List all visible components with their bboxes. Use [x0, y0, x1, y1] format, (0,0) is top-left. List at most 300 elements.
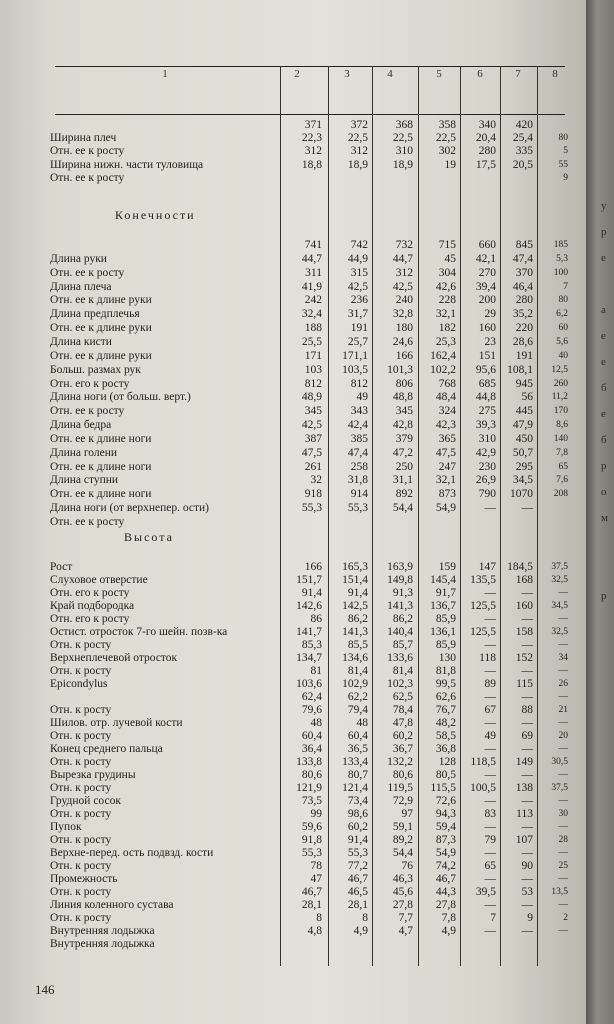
cell-value: 47,5 — [301, 446, 322, 459]
row-label: Длина предплечья — [50, 308, 140, 321]
cell-value: — — [484, 717, 496, 729]
cell-value: 261 — [304, 460, 322, 473]
table-row — [0, 404, 586, 418]
cell-value: 5 — [563, 146, 568, 157]
cell-value: 113 — [516, 808, 533, 820]
cell-value: 170 — [553, 406, 568, 417]
cell-value: 79 — [484, 834, 496, 846]
cell-value: 445 — [515, 405, 533, 418]
edge-letter: а — [601, 304, 606, 316]
cell-value: — — [521, 821, 533, 833]
table-row — [0, 118, 586, 132]
cell-value: — — [558, 822, 568, 832]
cell-value: 135,5 — [470, 574, 496, 586]
cell-value: 72,6 — [435, 795, 456, 807]
cell-value: 26 — [558, 679, 568, 689]
edge-letter: р — [601, 460, 607, 472]
cell-value: 24,6 — [392, 335, 413, 348]
cell-value: — — [558, 692, 568, 702]
cell-value: 89,2 — [392, 834, 413, 846]
table-row — [0, 638, 586, 652]
cell-value: 81,4 — [392, 665, 413, 677]
cell-value: 200 — [478, 294, 496, 307]
cell-value: 47,9 — [512, 419, 533, 432]
cell-value: 310 — [478, 432, 496, 445]
cell-value: 40 — [558, 350, 568, 361]
cell-value: 450 — [515, 432, 533, 445]
cell-value: 44,7 — [392, 252, 413, 265]
cell-value: — — [558, 848, 568, 858]
row-label: Отн. к росту — [50, 665, 112, 677]
cell-value: 191 — [515, 349, 533, 362]
cell-value: 158 — [515, 626, 533, 638]
cell-value: 371 — [304, 119, 322, 131]
cell-value: 660 — [478, 239, 496, 251]
cell-value: 9 — [563, 172, 568, 183]
cell-value: 91,7 — [435, 587, 456, 599]
cell-value: 162,4 — [430, 349, 456, 362]
cell-value: 236 — [350, 294, 368, 307]
cell-value: 42,8 — [392, 419, 413, 432]
cell-value: — — [521, 925, 533, 937]
table-row — [0, 335, 586, 349]
cell-value: 8 — [316, 912, 322, 924]
facing-page-edge — [586, 0, 614, 1024]
cell-value: 83 — [484, 808, 496, 820]
cell-value: 6,2 — [556, 309, 568, 320]
cell-value: 55,3 — [347, 847, 368, 859]
cell-value: 42,3 — [435, 419, 456, 432]
table-row — [0, 307, 586, 321]
table-row — [0, 859, 586, 873]
cell-value: 149,8 — [387, 574, 413, 586]
cell-value: 42,6 — [435, 280, 456, 293]
cell-value: 36,8 — [435, 743, 456, 755]
cell-value: 32,1 — [435, 308, 456, 321]
edge-letter: е — [601, 252, 606, 264]
row-label: Рост — [50, 561, 73, 573]
cell-value: 311 — [305, 266, 322, 279]
cell-value: 22,3 — [301, 132, 322, 145]
row-label: Отн. ее к росту — [50, 145, 125, 158]
cell-value: 133,8 — [296, 756, 322, 768]
row-label: Длина кисти — [50, 335, 112, 348]
cell-value: 81 — [310, 665, 322, 677]
cell-value: 79,6 — [301, 704, 322, 716]
cell-value: 77,2 — [347, 860, 368, 872]
table-row — [0, 625, 586, 639]
cell-value: 90 — [521, 860, 533, 872]
cell-value: — — [521, 795, 533, 807]
row-label: Отн. ее к длине руки — [50, 349, 152, 362]
cell-value: 78 — [310, 860, 322, 872]
cell-value: 20 — [558, 731, 568, 741]
cell-value: 302 — [438, 145, 456, 158]
table-row — [0, 460, 586, 474]
row-label: Отн. ее к росту — [50, 516, 125, 528]
table-row — [0, 586, 586, 600]
cell-value: 37,5 — [551, 783, 568, 793]
cell-value: — — [558, 718, 568, 728]
table-row — [0, 238, 586, 252]
cell-value: 102,2 — [430, 363, 456, 376]
cell-value: 26,9 — [475, 474, 496, 487]
cell-value: 118,5 — [470, 756, 496, 768]
row-label: Промежность — [50, 873, 118, 885]
cell-value: 44,3 — [435, 886, 456, 898]
table-row — [0, 280, 586, 294]
cell-value: 184,5 — [507, 561, 533, 573]
table-row — [0, 349, 586, 363]
column-header-6: 6 — [477, 68, 483, 80]
row-label: Отн. его к росту — [50, 377, 130, 390]
cell-value: 47,4 — [512, 252, 533, 265]
cell-value: 46,7 — [347, 873, 368, 885]
cell-value: 60,4 — [347, 730, 368, 742]
cell-value: — — [558, 900, 568, 910]
row-label: Отн. к росту — [50, 704, 112, 716]
cell-value: — — [521, 847, 533, 859]
cell-value: 18,9 — [392, 158, 413, 171]
table-row — [0, 293, 586, 307]
cell-value: 160 — [478, 322, 496, 335]
cell-value: — — [521, 502, 533, 515]
column-header-1: 1 — [162, 68, 168, 80]
cell-value: 685 — [478, 377, 496, 390]
table-row — [0, 937, 586, 951]
table-row — [0, 266, 586, 280]
table-row — [0, 599, 586, 613]
cell-value: 99 — [310, 808, 322, 820]
cell-value: — — [558, 666, 568, 676]
cell-value: 945 — [515, 377, 533, 390]
table-row — [0, 418, 586, 432]
cell-value: 163,9 — [387, 561, 413, 573]
cell-value: 806 — [395, 377, 413, 390]
column-header-5: 5 — [436, 68, 442, 80]
cell-value: 188 — [304, 322, 322, 335]
cell-value: 65 — [484, 860, 496, 872]
cell-value: 420 — [515, 119, 533, 131]
cell-value: 228 — [438, 294, 456, 307]
cell-value: 345 — [395, 405, 413, 418]
cell-value: 86,2 — [347, 613, 368, 625]
cell-value: 812 — [350, 377, 368, 390]
cell-value: — — [484, 639, 496, 651]
row-label: Отн. к росту — [50, 808, 112, 820]
cell-value: 115 — [516, 678, 533, 690]
cell-value: 85,3 — [301, 639, 322, 651]
table-row — [0, 755, 586, 769]
cell-value: 258 — [350, 460, 368, 473]
row-label: Отн. к росту — [50, 912, 112, 924]
cell-value: 141,7 — [296, 626, 322, 638]
cell-value: 4,8 — [307, 925, 322, 937]
cell-value: 60 — [558, 323, 568, 334]
cell-value: 159 — [438, 561, 456, 573]
row-label: Epicondylus — [50, 678, 108, 690]
cell-value: 2 — [563, 913, 568, 923]
cell-value: 370 — [515, 266, 533, 279]
cell-value: 28 — [558, 835, 568, 845]
cell-value: 118 — [479, 652, 496, 664]
cell-value: 47,4 — [347, 446, 368, 459]
cell-value: 151,7 — [296, 574, 322, 586]
cell-value: 89 — [484, 678, 496, 690]
cell-value: 9 — [527, 912, 533, 924]
cell-value: 47,5 — [435, 446, 456, 459]
cell-value: 845 — [515, 239, 533, 251]
cell-value: 30,5 — [551, 757, 568, 767]
cell-value: 45 — [444, 252, 456, 265]
cell-value: — — [558, 770, 568, 780]
cell-value: 73,5 — [301, 795, 322, 807]
cell-value: 18,8 — [301, 158, 322, 171]
cell-value: 335 — [515, 145, 533, 158]
cell-value: 185 — [553, 240, 568, 250]
cell-value: 191 — [350, 322, 368, 335]
cell-value: 48,8 — [392, 391, 413, 404]
header-top-rule — [55, 66, 565, 67]
row-label: Длина бедра — [50, 419, 112, 432]
cell-value: 46,7 — [435, 873, 456, 885]
cell-value: 58,5 — [435, 730, 456, 742]
cell-value: 79,4 — [347, 704, 368, 716]
cell-value: 60,2 — [347, 821, 368, 833]
row-label: Внутренняя лодыжка — [50, 925, 155, 937]
cell-value: — — [558, 640, 568, 650]
row-label: Длина голени — [50, 446, 118, 459]
cell-value: 32 — [310, 474, 322, 487]
page-number: 146 — [35, 982, 55, 997]
cell-value: 32,5 — [551, 575, 568, 585]
cell-value: 358 — [438, 119, 456, 131]
cell-value: 29 — [484, 308, 496, 321]
cell-value: 76 — [401, 860, 413, 872]
table-row — [0, 171, 586, 185]
cell-value: 35,2 — [512, 308, 533, 321]
cell-value: — — [521, 691, 533, 703]
cell-value: 91,4 — [301, 587, 322, 599]
cell-value: 368 — [395, 119, 413, 131]
cell-value: 230 — [478, 460, 496, 473]
row-label: Отн. к росту — [50, 639, 112, 651]
cell-value: 86 — [310, 613, 322, 625]
cell-value: 54,4 — [392, 847, 413, 859]
cell-value: 742 — [350, 239, 368, 251]
cell-value: 44,7 — [301, 252, 322, 265]
cell-value: 32,8 — [392, 308, 413, 321]
cell-value: 42,5 — [347, 280, 368, 293]
cell-value: 240 — [395, 294, 413, 307]
table-row — [0, 390, 586, 404]
cell-value: 55 — [558, 159, 568, 170]
cell-value: 48,9 — [301, 391, 322, 404]
cell-value: 102,3 — [387, 678, 413, 690]
section-title-limbs: Конечности — [115, 208, 196, 222]
cell-value: 270 — [478, 266, 496, 279]
cell-value: 50,7 — [512, 446, 533, 459]
table-row — [0, 794, 586, 808]
cell-value: 39,4 — [475, 280, 496, 293]
header-bottom-rule — [55, 114, 565, 115]
row-label: Вырезка грудины — [50, 769, 136, 781]
cell-value: 141,3 — [387, 600, 413, 612]
cell-value: — — [521, 665, 533, 677]
cell-value: 47 — [310, 873, 322, 885]
cell-value: 48,2 — [435, 717, 456, 729]
cell-value: — — [484, 795, 496, 807]
cell-value: — — [521, 743, 533, 755]
row-label: Длина руки — [50, 252, 107, 265]
cell-value: 17,5 — [475, 158, 496, 171]
cell-value: 46,5 — [347, 886, 368, 898]
column-header-2: 2 — [294, 68, 300, 80]
cell-value: 5,3 — [556, 253, 568, 264]
table-row — [0, 377, 586, 391]
cell-value: 208 — [553, 489, 568, 500]
cell-value: 41,9 — [301, 280, 322, 293]
cell-value: 18,9 — [347, 158, 368, 171]
cell-value: — — [521, 769, 533, 781]
cell-value: 37,5 — [551, 562, 568, 572]
cell-value: 88 — [521, 704, 533, 716]
cell-value: 59,1 — [392, 821, 413, 833]
table-row — [0, 664, 586, 678]
table-row — [0, 729, 586, 743]
cell-value: 80 — [558, 133, 568, 144]
cell-value: 46,7 — [301, 886, 322, 898]
cell-value: 387 — [304, 432, 322, 445]
cell-value: 310 — [395, 145, 413, 158]
cell-value: 54,9 — [435, 847, 456, 859]
cell-value: 128 — [438, 756, 456, 768]
cell-value: 140,4 — [387, 626, 413, 638]
cell-value: 85,5 — [347, 639, 368, 651]
row-label: Длина ноги (от больш. верт.) — [50, 391, 191, 404]
cell-value: 103,6 — [296, 678, 322, 690]
cell-value: 4,9 — [353, 925, 368, 937]
cell-value: 103,5 — [342, 363, 368, 376]
cell-value: 1070 — [510, 488, 533, 501]
cell-value: 13,5 — [551, 887, 568, 897]
row-label: Отн. ее к длине руки — [50, 294, 152, 307]
cell-value: 768 — [438, 377, 456, 390]
cell-value: 312 — [304, 145, 322, 158]
cell-value: 365 — [438, 432, 456, 445]
cell-value: 55,3 — [347, 502, 368, 515]
cell-value: 19 — [444, 158, 456, 171]
cell-value: 59,4 — [435, 821, 456, 833]
edge-letter: е — [601, 330, 606, 342]
cell-value: 27,8 — [435, 899, 456, 911]
cell-value: 142,5 — [342, 600, 368, 612]
cell-value: 340 — [478, 119, 496, 131]
table-row — [0, 703, 586, 717]
cell-value: 7 — [490, 912, 496, 924]
row-label: Шилов. отр. лучевой кости — [50, 717, 183, 729]
table-row — [0, 560, 586, 574]
row-label: Отн. ее к росту — [50, 266, 125, 279]
cell-value: 80,6 — [392, 769, 413, 781]
table-row — [0, 501, 586, 515]
cell-value: 20,4 — [475, 132, 496, 145]
cell-value: 12,5 — [551, 364, 568, 375]
table-row — [0, 363, 586, 377]
cell-value: 312 — [395, 266, 413, 279]
cell-value: 28,1 — [301, 899, 322, 911]
cell-value: 151,4 — [342, 574, 368, 586]
cell-value: 81,8 — [435, 665, 456, 677]
cell-value: 44,9 — [347, 252, 368, 265]
cell-value: 134,7 — [296, 652, 322, 664]
row-label: Длина плеча — [50, 280, 112, 293]
cell-value: — — [558, 744, 568, 754]
cell-value: 34 — [558, 653, 568, 663]
table-row — [0, 872, 586, 886]
cell-value: 136,1 — [430, 626, 456, 638]
cell-value: 732 — [395, 239, 413, 251]
cell-value: — — [521, 873, 533, 885]
cell-value: 180 — [395, 322, 413, 335]
cell-value: — — [521, 639, 533, 651]
cell-value: 166 — [395, 349, 413, 362]
cell-value: 31,8 — [347, 474, 368, 487]
cell-value: 80,7 — [347, 769, 368, 781]
cell-value: 34,5 — [551, 601, 568, 611]
table-row — [0, 846, 586, 860]
cell-value: 132,2 — [387, 756, 413, 768]
cell-value: 312 — [350, 145, 368, 158]
cell-value: 47,8 — [392, 717, 413, 729]
column-header-7: 7 — [515, 68, 521, 80]
cell-value: 295 — [515, 460, 533, 473]
table-row — [0, 768, 586, 782]
cell-value: 28,6 — [512, 335, 533, 348]
cell-value: 790 — [478, 488, 496, 501]
cell-value: 42,1 — [475, 252, 496, 265]
cell-value: 918 — [304, 488, 322, 501]
cell-value: 8 — [362, 912, 368, 924]
cell-value: 125,5 — [470, 626, 496, 638]
cell-value: 182 — [438, 322, 456, 335]
cell-value: 34,5 — [512, 474, 533, 487]
cell-value: 121,4 — [342, 782, 368, 794]
cell-value: 107 — [515, 834, 533, 846]
edge-letter: о — [601, 486, 607, 498]
cell-value: 65 — [558, 461, 568, 472]
column-header-3: 3 — [344, 68, 350, 80]
cell-value: 99,5 — [435, 678, 456, 690]
cell-value: 160 — [515, 600, 533, 612]
edge-letter: е — [601, 408, 606, 420]
cell-value: 4,9 — [441, 925, 456, 937]
cell-value: 28,1 — [347, 899, 368, 911]
cell-value: 36,7 — [392, 743, 413, 755]
cell-value: 91,3 — [392, 587, 413, 599]
cell-value: 62,4 — [301, 691, 322, 703]
cell-value: 91,4 — [347, 834, 368, 846]
row-label: Отн. к росту — [50, 782, 112, 794]
cell-value: 48 — [356, 717, 368, 729]
row-label: Ширина плеч — [50, 132, 117, 145]
edge-letter: р — [601, 590, 607, 602]
cell-value: 372 — [350, 119, 368, 131]
cell-value: 324 — [438, 405, 456, 418]
table-row — [0, 690, 586, 704]
cell-value: 145,4 — [430, 574, 456, 586]
edge-letter: м — [601, 512, 608, 524]
